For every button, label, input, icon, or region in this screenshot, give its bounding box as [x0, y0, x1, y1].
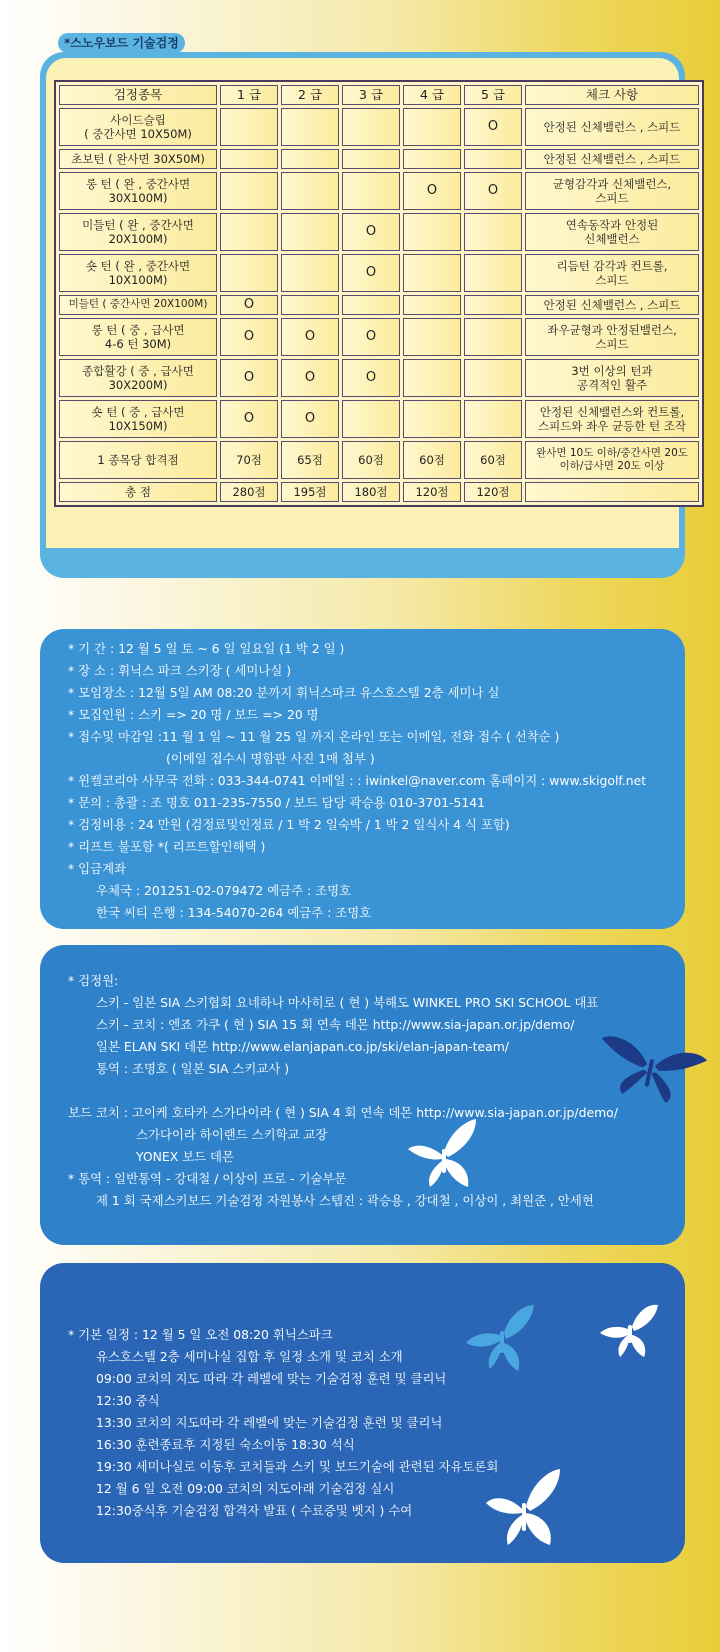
exam-table — [54, 80, 704, 507]
grade-cell: O — [281, 359, 339, 397]
grade-cell: 180점 — [342, 482, 400, 502]
exam-item-name — [59, 213, 217, 251]
staff-line: 통역 : 조명호 ( 일본 SIA 스키교사 ) — [96, 1061, 290, 1076]
check-note — [525, 359, 699, 397]
table-row — [59, 359, 699, 397]
exam-item-name-line: 초보턴 ( 완사면 30X50M) — [71, 151, 205, 166]
check-note — [525, 441, 699, 479]
table-row — [59, 149, 699, 169]
schedule-line: 12 월 6 일 오전 09:00 코치의 지도아래 기술검정 실시 — [96, 1481, 395, 1496]
staff-line: 스키 - 코치 : 엔죠 가쿠 ( 현 ) SIA 15 회 연속 데몬 http://www.sia-japan.or.jp/demo/ — [96, 1017, 575, 1032]
grade-cell: O — [281, 400, 339, 438]
check-note-line: 스피드와 좌우 균등한 턴 조작 — [538, 419, 686, 433]
grade-cell — [281, 213, 339, 251]
table-row — [59, 441, 699, 479]
grade-cell: 70점 — [220, 441, 278, 479]
info-line: * 기 간 : 12 월 5 일 토 ~ 6 일 일요일 (1 박 2 일 ) — [68, 641, 345, 656]
grade-cell — [342, 149, 400, 169]
butterfly-icon — [596, 1303, 662, 1359]
info-line: 한국 씨티 은행 : 134-54070-264 예금주 : 조명호 — [96, 905, 372, 920]
exam-item-name-line: 30X100M) — [108, 191, 168, 205]
schedule-line: 09:00 코치의 지도 따라 각 레벨에 맞는 기술검정 훈련 및 클리닉 — [96, 1371, 447, 1386]
grade-cell: 120점 — [403, 482, 461, 502]
table-header: 3 급 — [342, 85, 400, 105]
schedule-line: 유스호스텔 2층 세미나실 집합 후 일정 소개 및 코치 소개 — [96, 1349, 403, 1364]
exam-item-name — [59, 172, 217, 210]
table-row — [59, 213, 699, 251]
info-line: * 장 소 : 휘닉스 파크 스키장 ( 세미나실 ) — [68, 663, 292, 678]
grade-cell: O — [281, 318, 339, 356]
exam-item-name — [59, 482, 217, 502]
grade-cell — [220, 254, 278, 292]
grade-cell: O — [342, 254, 400, 292]
staff-line: 스가다이라 하이랜드 스키학교 교장 — [136, 1127, 328, 1142]
check-note-line: 공격적인 활주 — [576, 378, 648, 392]
grade-cell — [342, 172, 400, 210]
table-header: 1 급 — [220, 85, 278, 105]
grade-cell — [464, 359, 522, 397]
schedule-line: * 기본 일정 : 12 월 5 일 오전 08:20 휘닉스파크 — [68, 1327, 333, 1342]
staff-line: * 검정원: — [68, 973, 119, 988]
grade-cell: O — [464, 108, 522, 146]
exam-item-name-line: 20X100M) — [108, 232, 168, 246]
grade-cell — [281, 295, 339, 315]
table-header: 체크 사항 — [525, 85, 699, 105]
grade-cell — [281, 172, 339, 210]
check-note-line: 좌우균형과 안정된밸런스, — [547, 322, 677, 337]
exam-item-name-line: 미들턴 ( 중간사면 20X100M) — [68, 298, 208, 311]
grade-cell: 60점 — [403, 441, 461, 479]
butterfly-icon — [590, 1035, 710, 1105]
check-note — [525, 318, 699, 356]
exam-item-name — [59, 400, 217, 438]
grade-cell — [342, 295, 400, 315]
grade-cell — [281, 149, 339, 169]
exam-item-name-line: 1 종목당 합격점 — [97, 452, 179, 467]
grade-cell — [220, 108, 278, 146]
exam-item-name — [59, 149, 217, 169]
exam-info-panel — [40, 629, 685, 929]
grade-cell — [342, 400, 400, 438]
exam-item-name — [59, 295, 217, 315]
exam-item-name-line: 10X150M) — [108, 419, 168, 433]
exam-item-name-line: 종합활강 ( 중 , 급사면 — [82, 363, 194, 378]
grade-cell — [403, 318, 461, 356]
grade-cell: O — [220, 400, 278, 438]
table-row — [59, 254, 699, 292]
check-note — [525, 149, 699, 169]
grade-cell — [403, 295, 461, 315]
check-note-line: 균형감각과 신체밸런스, — [552, 176, 672, 191]
schedule-line: 12:30중식후 기술검정 합격자 발표 ( 수료증및 벳지 ) 수여 — [96, 1503, 413, 1518]
exam-item-name — [59, 359, 217, 397]
table-row — [59, 172, 699, 210]
grade-cell — [342, 108, 400, 146]
exam-item-name-line: 미들턴 ( 완 , 중간사면 — [82, 217, 194, 232]
table-header: 4 급 — [403, 85, 461, 105]
check-note-line: 스피드 — [595, 191, 629, 205]
staff-line: 일본 ELAN SKI 데몬 http://www.elanjapan.co.jp/ski/elan-japan-team/ — [96, 1039, 509, 1054]
check-note — [525, 172, 699, 210]
grade-cell: O — [220, 295, 278, 315]
table-header: 5 급 — [464, 85, 522, 105]
exam-item-name — [59, 441, 217, 479]
check-note-line: 스피드 — [595, 337, 629, 351]
exam-item-name — [59, 318, 217, 356]
schedule-panel — [40, 1263, 685, 1563]
grade-cell — [464, 213, 522, 251]
grade-cell: O — [342, 318, 400, 356]
info-line: * 입금계좌 — [68, 861, 127, 876]
grade-cell: 60점 — [464, 441, 522, 479]
check-note — [525, 482, 699, 502]
butterfly-icon — [404, 1115, 484, 1195]
info-line: * 모집인원 : 스키 => 20 명 / 보드 => 20 명 — [68, 707, 319, 722]
grade-cell — [220, 149, 278, 169]
grade-cell — [220, 172, 278, 210]
staff-panel — [40, 945, 685, 1245]
check-note — [525, 254, 699, 292]
staff-line: YONEX 보드 데몬 — [136, 1149, 234, 1164]
grade-cell: O — [220, 359, 278, 397]
table-row — [59, 482, 699, 502]
table-row — [59, 400, 699, 438]
grade-cell: O — [220, 318, 278, 356]
check-note-line: 3번 이상의 턴과 — [571, 363, 653, 378]
table-row — [59, 108, 699, 146]
info-line: (이메일 접수시 명함판 사진 1매 첨부 ) — [166, 751, 375, 766]
check-note-line: 스피드 — [595, 273, 629, 287]
exam-item-name-line: 총 점 — [125, 484, 151, 499]
schedule-line: 16:30 훈련종료후 지정된 숙소이동 18:30 석식 — [96, 1437, 355, 1452]
grade-cell — [403, 149, 461, 169]
check-note-line: 리듬턴 감각과 컨트롤, — [556, 258, 668, 273]
staff-line: 스키 - 일본 SIA 스키협회 요네하나 마사히로 ( 현 ) 북해도 WINKEL PRO SKI SCHOOL 대표 — [96, 995, 599, 1010]
exam-item-name-line: 4-6 턴 30M) — [104, 337, 172, 351]
staff-line: 제 1 회 국제스키보드 기술검정 자원봉사 스텝진 : 곽승용 , 강대철 , 이상이 , 최원준 , 안세현 — [96, 1193, 594, 1208]
info-line: * 모임장소 : 12월 5일 AM 08:20 분까지 휘닉스파크 유스호스텔 2층 세미나 실 — [68, 685, 500, 700]
grade-cell — [403, 213, 461, 251]
grade-cell: 65점 — [281, 441, 339, 479]
exam-item-name — [59, 108, 217, 146]
grade-cell — [403, 359, 461, 397]
staff-line: * 통역 : 일반통역 - 강대철 / 이상이 프로 - 기술부문 — [68, 1171, 347, 1186]
grade-cell — [464, 400, 522, 438]
butterfly-icon — [480, 1463, 570, 1553]
grade-cell: 120점 — [464, 482, 522, 502]
schedule-line: 19:30 세미나실로 이동후 코치들과 스키 및 보드기술에 관련된 자유토론회 — [96, 1459, 499, 1474]
info-line: 우체국 : 201251-02-079472 예금주 : 조명호 — [96, 883, 352, 898]
exam-item-name — [59, 254, 217, 292]
grade-cell: 195점 — [281, 482, 339, 502]
check-note-line: 신체밸런스 — [584, 232, 640, 246]
check-note-line: 안정된 신체밸런스와 컨트롤, — [539, 404, 685, 419]
table-row — [59, 318, 699, 356]
exam-item-name-line: 롱 턴 ( 중 , 급사면 — [91, 322, 185, 337]
check-note-line: 이하/급사면 20도 이상 — [559, 460, 665, 472]
check-note-line: 완사면 10도 이하/중간사면 20도 — [536, 446, 688, 459]
exam-item-name-line: 롱 턴 ( 완 , 중간사면 — [85, 176, 191, 191]
staff-line: 보드 코치 : 고이케 호타카 스가다이라 ( 현 ) SIA 4 회 연속 데몬 http://www.sia-japan.or.jp/demo/ — [68, 1105, 618, 1120]
grade-cell — [464, 295, 522, 315]
check-note-line: 안정된 신체밸런스 , 스피드 — [543, 151, 681, 166]
grade-cell — [403, 108, 461, 146]
info-line: * 문의 : 총괄 : 조 명호 011-235-7550 / 보드 담당 곽승용 010-3701-5141 — [68, 795, 485, 810]
check-note-line: 연속동작과 안정된 — [565, 217, 659, 232]
table-header: 2 급 — [281, 85, 339, 105]
check-note — [525, 213, 699, 251]
schedule-line: 12:30 중식 — [96, 1393, 160, 1408]
check-note-line: 안정된 신체밸런스 , 스피드 — [543, 119, 681, 134]
check-note-line: 안정된 신체밸런스 , 스피드 — [543, 297, 681, 312]
grade-cell: O — [342, 359, 400, 397]
exam-item-name-line: ( 중간사면 10X50M) — [84, 127, 192, 141]
grade-cell: 60점 — [342, 441, 400, 479]
grade-cell — [464, 318, 522, 356]
exam-item-name-line: 10X100M) — [108, 273, 168, 287]
check-note — [525, 108, 699, 146]
exam-item-name-line: 30X200M) — [108, 378, 168, 392]
grade-cell: O — [342, 213, 400, 251]
schedule-line: 13:30 코치의 지도따라 각 레벨에 맞는 기술검정 훈련 및 클리닉 — [96, 1415, 443, 1430]
table-header: 검정종목 — [59, 85, 217, 105]
info-line: * 검정비용 : 24 만원 (검정료및인정료 / 1 박 2 일숙박 / 1 박 2 일식사 4 식 포함) — [68, 817, 510, 832]
grade-cell: O — [403, 172, 461, 210]
grade-cell — [464, 254, 522, 292]
table-row — [59, 295, 699, 315]
info-line: * 리프트 불포함 *( 리프트할인해택 ) — [68, 839, 266, 854]
grade-cell — [403, 400, 461, 438]
butterfly-icon — [460, 1303, 540, 1373]
exam-item-name-line: 숏 턴 ( 완 , 중간사면 — [85, 258, 191, 273]
check-note — [525, 400, 699, 438]
check-note — [525, 295, 699, 315]
grade-cell: 280점 — [220, 482, 278, 502]
exam-item-name-line: 사이드슬립 — [110, 112, 166, 127]
grade-cell — [220, 213, 278, 251]
exam-item-name-line: 숏 턴 ( 중 , 급사면 — [91, 404, 185, 419]
grade-cell — [464, 149, 522, 169]
info-line: * 접수및 마감일 :11 월 1 일 ~ 11 월 25 일 까지 온라인 또는 이메일, 전화 접수 ( 선착순 ) — [68, 729, 560, 744]
grade-cell — [403, 254, 461, 292]
info-line: * 윈켈코리아 사무국 전화 : 033-344-0741 이메일 : : iwinkel@naver.com 홈페이지 : www.skigolf.net — [68, 773, 647, 788]
grade-cell — [281, 108, 339, 146]
grade-cell: O — [464, 172, 522, 210]
grade-cell — [281, 254, 339, 292]
section-title: *스노우보드 기술검정 — [58, 33, 185, 53]
